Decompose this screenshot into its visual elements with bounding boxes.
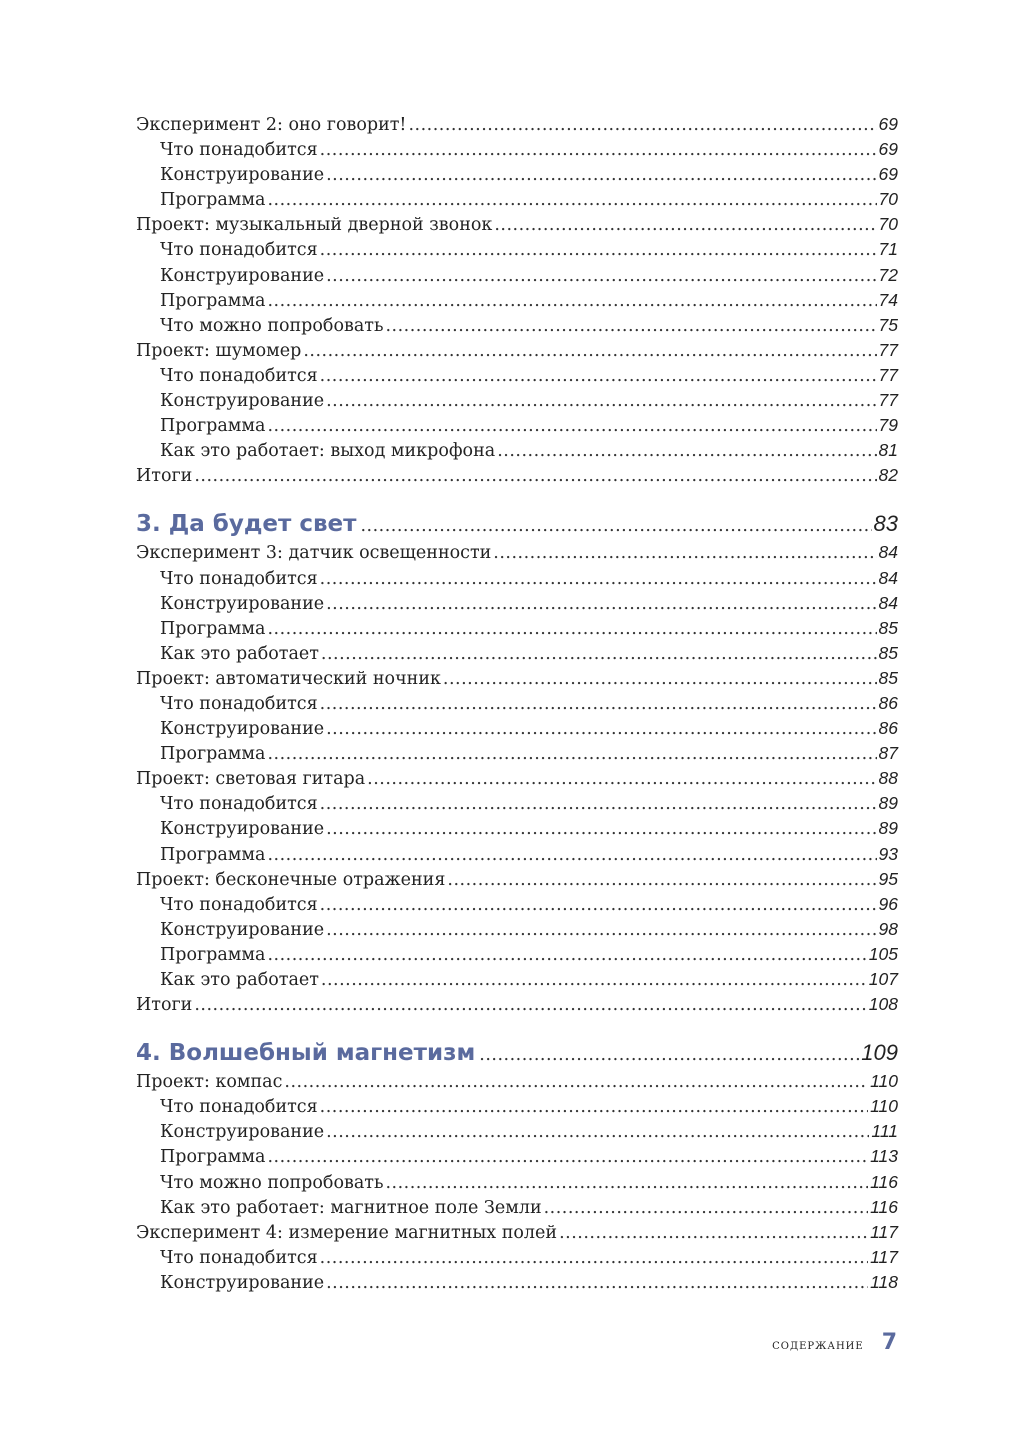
entry-title: Конструирование xyxy=(160,1122,325,1143)
toc-subentry[interactable] xyxy=(136,1195,898,1220)
entry-title: Проект: шумомер xyxy=(136,340,302,361)
entry-title: Конструирование xyxy=(160,919,325,940)
chapter-title: 4. Волшебный магнетизм xyxy=(136,1040,476,1067)
entry-title: Как это работает xyxy=(160,643,319,664)
entry-title: Конструирование xyxy=(160,593,325,614)
entry-page-number: 79 xyxy=(878,415,898,436)
toc-subentry[interactable] xyxy=(136,842,898,867)
entry-page-number: 69 xyxy=(878,114,898,134)
dot-leader xyxy=(267,414,876,439)
dot-leader xyxy=(360,510,871,542)
toc-entry[interactable] xyxy=(136,540,898,565)
dot-leader xyxy=(267,289,876,314)
dot-leader xyxy=(408,113,876,138)
entry-page-number: 110 xyxy=(870,1096,898,1117)
entry-page-number: 117 xyxy=(870,1246,898,1267)
entry-title: Проект: бесконечные отражения xyxy=(136,869,446,890)
dot-leader xyxy=(559,1221,868,1246)
toc-subentry[interactable] xyxy=(136,1270,898,1295)
dot-leader xyxy=(320,1246,868,1271)
entry-page-number: 111 xyxy=(871,1121,898,1142)
toc-subentry[interactable] xyxy=(136,917,898,942)
toc-subentry[interactable] xyxy=(136,438,898,463)
entry-page-number: 88 xyxy=(878,768,898,789)
toc-subentry[interactable] xyxy=(136,741,898,766)
toc-subentry[interactable] xyxy=(136,388,898,413)
entry-title: Конструирование xyxy=(160,265,325,286)
toc-subentry[interactable] xyxy=(136,413,898,438)
entry-title: Проект: световая гитара xyxy=(136,769,366,790)
entry-page-number: 75 xyxy=(878,314,898,335)
dot-leader xyxy=(326,817,876,842)
toc-subentry[interactable] xyxy=(136,1094,898,1119)
entry-title: Что понадобится xyxy=(160,240,318,261)
chapter-heading[interactable] xyxy=(136,508,898,540)
entry-page-number: 110 xyxy=(870,1071,898,1092)
dot-leader xyxy=(326,1271,868,1296)
entry-title: Конструирование xyxy=(160,819,325,840)
entry-title: Как это работает: выход микрофона xyxy=(160,441,496,462)
toc-subentry[interactable] xyxy=(136,791,898,816)
dot-leader xyxy=(194,993,866,1018)
toc-subentry[interactable] xyxy=(136,967,898,992)
entry-title: Программа xyxy=(160,290,266,311)
entry-title: Что понадобится xyxy=(160,1097,318,1118)
entry-page-number: 89 xyxy=(878,818,898,839)
dot-leader xyxy=(320,567,877,592)
toc-entry[interactable] xyxy=(136,766,898,791)
entry-title: Что понадобится xyxy=(160,693,318,714)
entry-title: Конструирование xyxy=(160,391,325,412)
dot-leader xyxy=(320,1095,868,1120)
entry-page-number: 70 xyxy=(878,214,898,235)
entry-page-number: 85 xyxy=(878,667,898,688)
toc-subentry[interactable] xyxy=(136,942,898,967)
entry-page-number: 85 xyxy=(878,642,898,663)
entry-title: Как это работает xyxy=(160,970,319,990)
toc-subentry[interactable] xyxy=(136,187,898,212)
entry-title: Конструирование xyxy=(160,1272,325,1293)
entry-page-number: 116 xyxy=(870,1196,898,1217)
dot-leader xyxy=(303,339,876,364)
dot-leader xyxy=(447,868,876,893)
dot-leader xyxy=(194,464,876,489)
entry-page-number: 69 xyxy=(878,164,898,185)
toc-subentry[interactable] xyxy=(136,162,898,187)
entry-page-number: 89 xyxy=(878,793,898,814)
chapter-page-number: 109 xyxy=(861,1040,898,1066)
entry-page-number: 108 xyxy=(868,994,898,1015)
entry-page-number: 77 xyxy=(878,364,898,385)
entry-title: Проект: компас xyxy=(136,1072,283,1093)
dot-leader xyxy=(267,1145,868,1170)
toc-subentry[interactable] xyxy=(136,691,898,716)
toc-subentry[interactable] xyxy=(136,137,898,162)
entry-title: Конструирование xyxy=(160,165,325,186)
entry-title: Итоги xyxy=(136,466,193,487)
entry-title: Программа xyxy=(160,944,266,965)
toc-subentry[interactable] xyxy=(136,237,898,262)
entry-page-number: 95 xyxy=(878,868,898,889)
dot-leader xyxy=(267,188,876,213)
entry-title: Что можно попробовать xyxy=(160,1172,384,1193)
toc-subentry[interactable] xyxy=(136,1245,898,1270)
chapter-title: 3. Да будет свет xyxy=(136,511,357,538)
dot-leader xyxy=(321,642,877,667)
dot-leader xyxy=(326,264,876,289)
dot-leader xyxy=(267,742,876,767)
entry-page-number: 77 xyxy=(878,390,898,411)
toc-subentry[interactable] xyxy=(136,1144,898,1169)
toc-subentry[interactable] xyxy=(136,1119,898,1144)
toc-subentry[interactable] xyxy=(136,1170,898,1195)
entry-page-number: 82 xyxy=(878,465,898,486)
entry-page-number: 87 xyxy=(878,743,898,764)
dot-leader xyxy=(320,792,877,817)
entry-title: Программа xyxy=(160,744,266,765)
dot-leader xyxy=(320,692,877,717)
toc-entry[interactable] xyxy=(136,992,898,1017)
dot-leader xyxy=(321,968,867,993)
toc-subentry[interactable] xyxy=(136,363,898,388)
toc-subentry[interactable] xyxy=(136,313,898,338)
entry-page-number: 74 xyxy=(878,289,898,310)
table-of-contents xyxy=(136,112,898,1295)
dot-leader xyxy=(284,1070,868,1095)
toc-entry[interactable] xyxy=(136,338,898,363)
entry-page-number: 107 xyxy=(868,969,898,989)
dot-leader xyxy=(326,163,876,188)
toc-entry[interactable] xyxy=(136,867,898,892)
dot-leader xyxy=(443,667,877,692)
entry-page-number: 81 xyxy=(878,440,898,461)
entry-page-number: 84 xyxy=(878,567,898,588)
entry-title: Что понадобится xyxy=(160,794,318,815)
running-footer-label: содержание xyxy=(772,1337,864,1353)
page-footer xyxy=(772,1330,897,1355)
dot-leader xyxy=(367,767,876,792)
toc-entry[interactable] xyxy=(136,212,898,237)
entry-title: Эксперимент 4: измерение магнитных полей xyxy=(136,1222,558,1243)
toc-entry[interactable] xyxy=(136,112,898,137)
entry-title: Программа xyxy=(160,844,266,865)
entry-page-number: 86 xyxy=(878,692,898,713)
entry-title: Программа xyxy=(160,190,266,211)
dot-leader xyxy=(479,1039,859,1071)
dot-leader xyxy=(493,541,876,566)
dot-leader xyxy=(267,617,876,642)
toc-subentry[interactable] xyxy=(136,892,898,917)
entry-title: Что понадобится xyxy=(160,1247,318,1268)
entry-page-number: 96 xyxy=(878,893,898,914)
entry-title: Что понадобится xyxy=(160,365,318,386)
dot-leader xyxy=(494,213,876,238)
dot-leader xyxy=(326,1120,869,1145)
chapter-heading[interactable] xyxy=(136,1037,898,1069)
entry-page-number: 93 xyxy=(878,843,898,864)
entry-page-number: 71 xyxy=(878,239,898,260)
entry-title: Что понадобится xyxy=(160,568,318,589)
dot-leader xyxy=(544,1196,868,1221)
dot-leader xyxy=(497,439,876,464)
entry-title: Программа xyxy=(160,618,266,639)
dot-leader xyxy=(320,138,877,163)
entry-title: Проект: автоматический ночник xyxy=(136,668,441,689)
entry-page-number: 105 xyxy=(868,943,898,964)
dot-leader xyxy=(320,893,877,918)
toc-subentry[interactable] xyxy=(136,816,898,841)
entry-page-number: 69 xyxy=(878,139,898,160)
dot-leader xyxy=(326,389,876,414)
dot-leader xyxy=(326,717,876,742)
entry-title: Программа xyxy=(160,416,266,437)
toc-subentry[interactable] xyxy=(136,616,898,641)
entry-page-number: 113 xyxy=(870,1146,898,1167)
toc-entry[interactable] xyxy=(136,463,898,488)
entry-title: Программа xyxy=(160,1147,266,1168)
entry-page-number: 70 xyxy=(878,189,898,210)
toc-subentry[interactable] xyxy=(136,716,898,741)
entry-title: Конструирование xyxy=(160,719,325,740)
dot-leader xyxy=(326,592,876,617)
toc-entry[interactable] xyxy=(136,1069,898,1094)
entry-page-number: 84 xyxy=(878,592,898,613)
entry-title: Как это работает: магнитное поле Земли xyxy=(160,1197,542,1218)
dot-leader xyxy=(320,238,877,263)
entry-page-number: 77 xyxy=(878,339,898,360)
toc-entry[interactable] xyxy=(136,1220,898,1245)
entry-page-number: 86 xyxy=(878,718,898,739)
toc-subentry[interactable] xyxy=(136,641,898,666)
dot-leader xyxy=(267,843,876,868)
entry-page-number: 98 xyxy=(878,918,898,939)
entry-title: Эксперимент 3: датчик освещенности xyxy=(136,543,492,564)
entry-title: Эксперимент 2: оно говорит! xyxy=(136,115,407,135)
dot-leader xyxy=(385,314,876,339)
entry-page-number: 118 xyxy=(870,1271,898,1292)
entry-title: Проект: музыкальный дверной звонок xyxy=(136,215,493,236)
entry-page-number: 85 xyxy=(878,617,898,638)
entry-title: Что понадобится xyxy=(160,140,318,161)
toc-entry[interactable] xyxy=(136,666,898,691)
entry-title: Итоги xyxy=(136,995,193,1016)
toc-subentry[interactable] xyxy=(136,263,898,288)
entry-title: Что можно попробовать xyxy=(160,315,384,336)
dot-leader xyxy=(267,943,866,968)
entry-page-number: 84 xyxy=(878,542,898,563)
dot-leader xyxy=(320,364,877,389)
entry-title: Что понадобится xyxy=(160,894,318,915)
toc-subentry[interactable] xyxy=(136,288,898,313)
entry-page-number: 117 xyxy=(870,1221,898,1242)
entry-page-number: 72 xyxy=(878,264,898,285)
page-number: 7 xyxy=(881,1330,897,1355)
toc-subentry[interactable] xyxy=(136,566,898,591)
dot-leader xyxy=(326,918,876,943)
chapter-page-number: 83 xyxy=(873,511,898,537)
dot-leader xyxy=(385,1171,868,1196)
entry-page-number: 116 xyxy=(870,1171,898,1192)
toc-subentry[interactable] xyxy=(136,591,898,616)
